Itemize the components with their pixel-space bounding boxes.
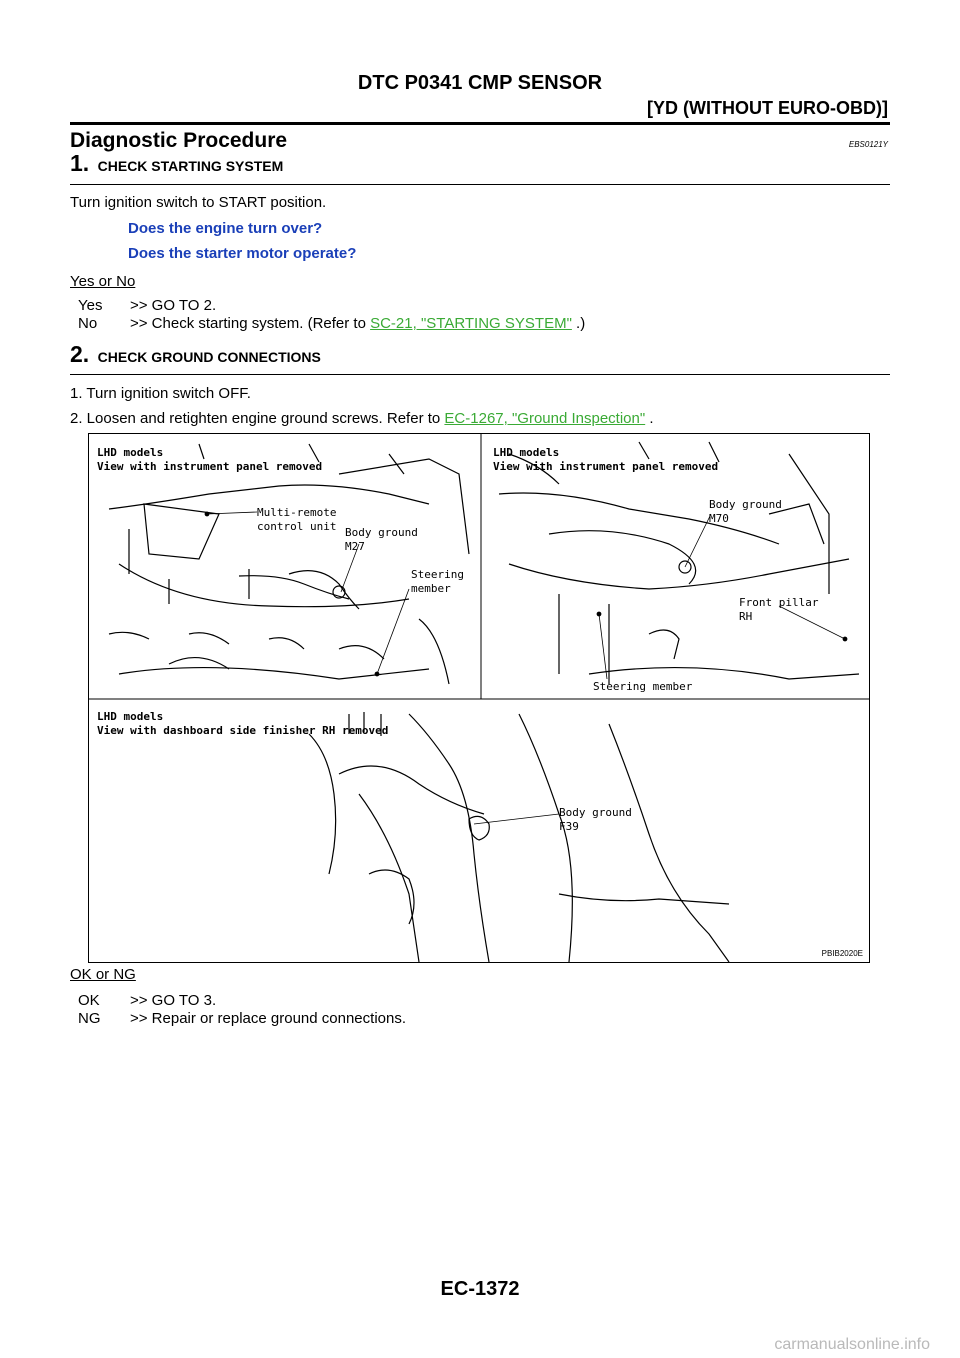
watermark: carmanualsonline.info	[774, 1336, 930, 1353]
ground-locations-figure	[88, 433, 870, 963]
sc-21-starting-system-link[interactable]: SC-21, "STARTING SYSTEM"	[370, 315, 572, 332]
step1-yes-row	[78, 297, 216, 314]
panel3-model: LHD models	[97, 710, 164, 723]
step1-yes-key: Yes	[78, 297, 103, 314]
header-divider	[70, 122, 890, 125]
step2-item-2-tail: .	[645, 410, 654, 427]
step2-number: 2.	[70, 341, 90, 367]
step1-yes-text: >> GO TO 2.	[130, 297, 217, 314]
page-number: EC-1372	[440, 1278, 520, 1300]
page-header-title: DTC P0341 CMP SENSOR	[357, 72, 603, 94]
panel1-view: View with instrument panel removed	[97, 460, 323, 473]
step2-ng-text: >> Repair or replace ground connections.	[130, 1010, 407, 1027]
callout-f39: F39	[559, 820, 579, 833]
step2-divider	[70, 374, 890, 375]
step2-item-2	[70, 410, 654, 427]
step1-question-1: Does the engine turn over?	[128, 220, 323, 237]
step2-heading	[70, 341, 321, 368]
callout-body-ground-f39: Body ground	[559, 806, 632, 819]
step2-item-2-text: 2. Loosen and retighten engine ground screws. Refer to	[70, 410, 441, 427]
step2-ng-key: NG	[78, 1010, 101, 1027]
page-header-subtitle: [YD (WITHOUT EURO-OBD)]	[647, 98, 888, 118]
callout-member: member	[411, 582, 451, 595]
step1-instruction: Turn ignition switch to START position.	[70, 194, 327, 211]
panel2-view: View with instrument panel removed	[493, 460, 719, 473]
step2-ok-key: OK	[78, 992, 100, 1009]
step1-divider	[70, 184, 890, 185]
callout-steering: Steering	[411, 568, 464, 581]
figure-illustration	[89, 434, 869, 962]
panel3-view: View with dashboard side finisher RH removed	[97, 724, 389, 737]
section-code: EBS0121Y	[848, 140, 888, 149]
callout-m70: M70	[709, 512, 729, 525]
panel1-model: LHD models	[97, 446, 164, 459]
callout-steering-member: Steering member	[593, 680, 693, 693]
step1-no-text: >> Check starting system. (Refer to	[130, 315, 366, 332]
callout-body-ground-m70: Body ground	[709, 498, 782, 511]
step1-number: 1.	[70, 150, 90, 176]
callout-front-pillar: Front pillar	[739, 596, 819, 609]
step2-ok-text: >> GO TO 3.	[130, 992, 217, 1009]
callout-body-ground-m27: Body ground	[345, 526, 418, 539]
panel2-model: LHD models	[493, 446, 560, 459]
step2-item-1: 1. Turn ignition switch OFF.	[70, 385, 251, 402]
step2-ok-row	[78, 992, 216, 1009]
step2-title: CHECK GROUND CONNECTIONS	[97, 349, 321, 365]
callout-multi-remote: Multi-remote	[257, 506, 337, 519]
step1-no-row	[78, 315, 585, 332]
step1-no-key: No	[78, 315, 98, 332]
step2-result-label: OK or NG	[70, 966, 136, 983]
figure-code: PBIB2020E	[821, 949, 863, 958]
step2-ng-row	[78, 1010, 406, 1027]
ec-1267-ground-inspection-link[interactable]: EC-1267, "Ground Inspection"	[444, 410, 646, 427]
callout-control-unit: control unit	[257, 520, 337, 533]
step1-no-tail: .)	[571, 315, 586, 332]
section-title: Diagnostic Procedure	[70, 129, 288, 152]
callout-m27: M27	[345, 540, 365, 553]
step1-result-label: Yes or No	[70, 273, 136, 290]
step1-heading	[70, 150, 283, 177]
step1-title: CHECK STARTING SYSTEM	[97, 158, 284, 174]
step1-question-2: Does the starter motor operate?	[128, 245, 357, 262]
callout-rh: RH	[739, 610, 753, 623]
